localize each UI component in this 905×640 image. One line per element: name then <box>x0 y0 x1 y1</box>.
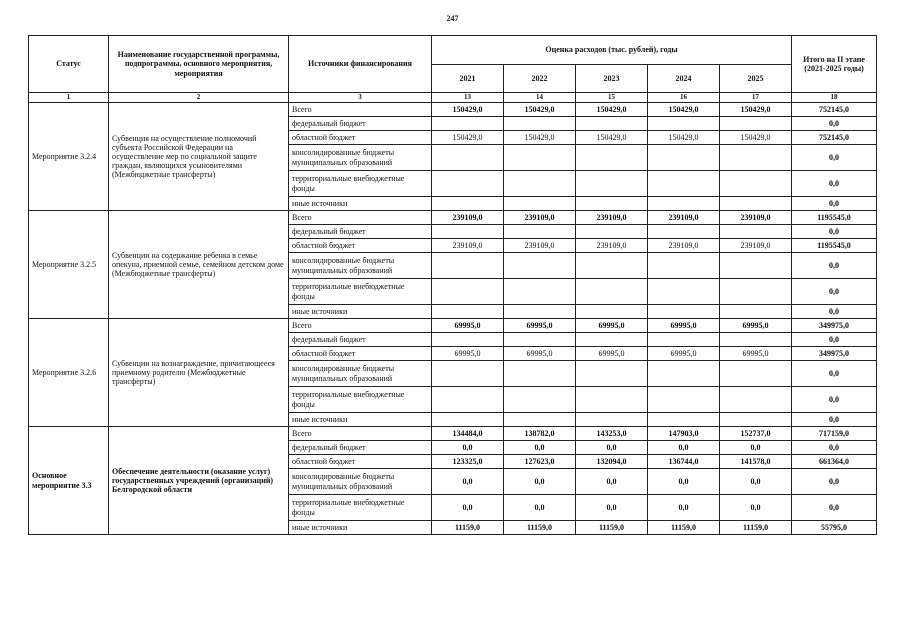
total-value-cell: 0,0 <box>792 413 877 427</box>
year-value-cell: 150429,0 <box>648 103 720 117</box>
year-value-cell <box>720 145 792 171</box>
column-index: 16 <box>648 93 720 103</box>
budget-table <box>28 35 877 535</box>
year-value-cell: 11159,0 <box>720 521 792 535</box>
year-value-cell <box>576 117 648 131</box>
status-cell: Мероприятие 3.2.4 <box>29 103 109 211</box>
year-value-cell <box>720 387 792 413</box>
column-index: 15 <box>576 93 648 103</box>
funding-source-cell: областной бюджет <box>289 239 432 253</box>
year-value-cell: 0,0 <box>648 441 720 455</box>
year-value-cell <box>648 333 720 347</box>
column-index: 3 <box>289 93 432 103</box>
total-value-cell: 717159,0 <box>792 427 877 441</box>
header-year: 2025 <box>720 65 792 93</box>
year-value-cell: 138782,0 <box>504 427 576 441</box>
funding-source-cell: Всего <box>289 427 432 441</box>
year-value-cell: 0,0 <box>504 469 576 495</box>
year-value-cell: 150429,0 <box>432 131 504 145</box>
year-value-cell: 11159,0 <box>648 521 720 535</box>
year-value-cell: 239109,0 <box>648 211 720 225</box>
funding-source-cell: областной бюджет <box>289 131 432 145</box>
year-value-cell <box>504 333 576 347</box>
funding-source-cell: федеральный бюджет <box>289 441 432 455</box>
year-value-cell: 239109,0 <box>504 211 576 225</box>
year-value-cell: 132094,0 <box>576 455 648 469</box>
header-status: Статус <box>29 36 109 93</box>
year-value-cell: 11159,0 <box>504 521 576 535</box>
year-value-cell: 69995,0 <box>720 347 792 361</box>
table-row <box>29 427 877 441</box>
table-row <box>29 319 877 333</box>
year-value-cell <box>432 197 504 211</box>
year-value-cell <box>504 225 576 239</box>
year-value-cell: 152737,0 <box>720 427 792 441</box>
year-value-cell: 0,0 <box>648 469 720 495</box>
funding-source-cell: иные источники <box>289 197 432 211</box>
total-value-cell: 0,0 <box>792 333 877 347</box>
header-sources: Источники финансирования <box>289 36 432 93</box>
header-year: 2024 <box>648 65 720 93</box>
table-row <box>29 211 877 225</box>
funding-source-cell: федеральный бюджет <box>289 117 432 131</box>
year-value-cell <box>576 145 648 171</box>
total-value-cell: 752145,0 <box>792 103 877 117</box>
year-value-cell: 0,0 <box>432 495 504 521</box>
year-value-cell <box>648 387 720 413</box>
year-value-cell <box>648 279 720 305</box>
year-value-cell: 69995,0 <box>648 319 720 333</box>
year-value-cell: 143253,0 <box>576 427 648 441</box>
total-value-cell: 0,0 <box>792 305 877 319</box>
year-value-cell <box>648 117 720 131</box>
year-value-cell: 239109,0 <box>576 211 648 225</box>
year-value-cell: 150429,0 <box>720 131 792 145</box>
year-value-cell: 0,0 <box>720 495 792 521</box>
funding-source-cell: территориальные внебюджетные фонды <box>289 171 432 197</box>
year-value-cell: 0,0 <box>648 495 720 521</box>
year-value-cell <box>648 305 720 319</box>
year-value-cell: 69995,0 <box>648 347 720 361</box>
year-value-cell: 147903,0 <box>648 427 720 441</box>
year-value-cell: 69995,0 <box>504 347 576 361</box>
funding-source-cell: консолидированные бюджеты муниципальных образований <box>289 253 432 279</box>
year-value-cell: 0,0 <box>432 441 504 455</box>
year-value-cell: 150429,0 <box>432 103 504 117</box>
funding-source-cell: федеральный бюджет <box>289 333 432 347</box>
year-value-cell: 239109,0 <box>720 239 792 253</box>
header-year: 2023 <box>576 65 648 93</box>
year-value-cell: 150429,0 <box>504 131 576 145</box>
year-value-cell <box>432 145 504 171</box>
year-value-cell <box>504 279 576 305</box>
funding-source-cell: территориальные внебюджетные фонды <box>289 387 432 413</box>
year-value-cell: 69995,0 <box>432 319 504 333</box>
total-value-cell: 349975,0 <box>792 347 877 361</box>
year-value-cell: 123325,0 <box>432 455 504 469</box>
header-year: 2021 <box>432 65 504 93</box>
header-total: Итого на II этапе (2021-2025 годы) <box>792 36 877 93</box>
year-value-cell <box>720 333 792 347</box>
year-value-cell: 11159,0 <box>432 521 504 535</box>
year-value-cell: 0,0 <box>720 469 792 495</box>
year-value-cell <box>504 145 576 171</box>
funding-source-cell: территориальные внебюджетные фонды <box>289 495 432 521</box>
total-value-cell: 0,0 <box>792 495 877 521</box>
year-value-cell <box>576 387 648 413</box>
year-value-cell <box>432 253 504 279</box>
year-value-cell <box>576 253 648 279</box>
funding-source-cell: иные источники <box>289 413 432 427</box>
year-value-cell <box>648 413 720 427</box>
year-value-cell <box>576 279 648 305</box>
year-value-cell <box>504 197 576 211</box>
total-value-cell: 0,0 <box>792 197 877 211</box>
year-value-cell: 239109,0 <box>648 239 720 253</box>
year-value-cell: 141578,0 <box>720 455 792 469</box>
table-row <box>29 103 877 117</box>
year-value-cell <box>576 171 648 197</box>
year-value-cell <box>648 171 720 197</box>
status-cell: Мероприятие 3.2.6 <box>29 319 109 427</box>
total-value-cell: 1195545,0 <box>792 239 877 253</box>
total-value-cell: 661364,0 <box>792 455 877 469</box>
year-value-cell: 0,0 <box>576 441 648 455</box>
year-value-cell <box>576 305 648 319</box>
header-name: Наименование государственной программы, подпрограммы, основного мероприятия, мероприятия <box>109 36 289 93</box>
column-index: 14 <box>504 93 576 103</box>
total-value-cell: 0,0 <box>792 469 877 495</box>
year-value-cell: 150429,0 <box>576 103 648 117</box>
column-index: 1 <box>29 93 109 103</box>
year-value-cell: 69995,0 <box>720 319 792 333</box>
total-value-cell: 1195545,0 <box>792 211 877 225</box>
year-value-cell: 0,0 <box>504 441 576 455</box>
total-value-cell: 55795,0 <box>792 521 877 535</box>
year-value-cell <box>576 197 648 211</box>
total-value-cell: 752145,0 <box>792 131 877 145</box>
year-value-cell: 150429,0 <box>504 103 576 117</box>
year-value-cell <box>720 279 792 305</box>
total-value-cell: 0,0 <box>792 279 877 305</box>
year-value-cell <box>720 413 792 427</box>
year-value-cell: 239109,0 <box>432 211 504 225</box>
status-cell: Мероприятие 3.2.5 <box>29 211 109 319</box>
year-value-cell <box>720 197 792 211</box>
funding-source-cell: иные источники <box>289 521 432 535</box>
funding-source-cell: Всего <box>289 319 432 333</box>
header-estimate: Оценка расходов (тыс. рублей), годы <box>432 36 792 65</box>
total-value-cell: 0,0 <box>792 387 877 413</box>
measure-name-cell: Субвенции на содержание ребенка в семье опекуна, приемной семье, семейном детском доме (Межбюджетные трансферты) <box>109 211 289 319</box>
year-value-cell <box>720 225 792 239</box>
year-value-cell <box>648 197 720 211</box>
year-value-cell <box>648 145 720 171</box>
year-value-cell <box>504 253 576 279</box>
page-number: 247 <box>446 14 459 23</box>
year-value-cell: 150429,0 <box>648 131 720 145</box>
funding-source-cell: консолидированные бюджеты муниципальных образований <box>289 469 432 495</box>
year-value-cell <box>504 117 576 131</box>
year-value-cell <box>504 361 576 387</box>
year-value-cell: 69995,0 <box>432 347 504 361</box>
year-value-cell: 0,0 <box>720 441 792 455</box>
year-value-cell: 69995,0 <box>504 319 576 333</box>
year-value-cell <box>576 413 648 427</box>
total-value-cell: 0,0 <box>792 117 877 131</box>
column-index: 17 <box>720 93 792 103</box>
year-value-cell: 136744,0 <box>648 455 720 469</box>
year-value-cell <box>504 387 576 413</box>
year-value-cell: 239109,0 <box>432 239 504 253</box>
header-year: 2022 <box>504 65 576 93</box>
funding-source-cell: консолидированные бюджеты муниципальных образований <box>289 361 432 387</box>
year-value-cell <box>504 171 576 197</box>
year-value-cell: 150429,0 <box>720 103 792 117</box>
total-value-cell: 0,0 <box>792 441 877 455</box>
year-value-cell: 0,0 <box>432 469 504 495</box>
year-value-cell <box>648 361 720 387</box>
measure-name-cell: Обеспечение деятельности (оказание услуг) государственных учреждений (организаций) Белгородской области <box>109 427 289 535</box>
year-value-cell <box>432 361 504 387</box>
year-value-cell: 239109,0 <box>504 239 576 253</box>
funding-source-cell: федеральный бюджет <box>289 225 432 239</box>
funding-source-cell: Всего <box>289 211 432 225</box>
year-value-cell <box>648 225 720 239</box>
year-value-cell <box>432 333 504 347</box>
year-value-cell: 134484,0 <box>432 427 504 441</box>
year-value-cell <box>432 171 504 197</box>
column-index: 2 <box>109 93 289 103</box>
measure-name-cell: Субвенции на вознаграждение, причитающееся приемному родителю (Межбюджетные трансферты) <box>109 319 289 427</box>
year-value-cell <box>576 225 648 239</box>
year-value-cell: 0,0 <box>576 495 648 521</box>
year-value-cell: 0,0 <box>504 495 576 521</box>
funding-source-cell: территориальные внебюджетные фонды <box>289 279 432 305</box>
measure-name-cell: Субвенция на осуществление полномочий субъекта Российской Федерации на осуществление мер по социальной защите граждан, являющихся усыновителями (Межбюджетные трансферты) <box>109 103 289 211</box>
total-value-cell: 0,0 <box>792 225 877 239</box>
funding-source-cell: областной бюджет <box>289 347 432 361</box>
year-value-cell <box>648 253 720 279</box>
year-value-cell <box>432 225 504 239</box>
year-value-cell <box>720 171 792 197</box>
column-index: 18 <box>792 93 877 103</box>
status-cell: Основное мероприятие 3.3 <box>29 427 109 535</box>
year-value-cell: 69995,0 <box>576 319 648 333</box>
year-value-cell <box>720 117 792 131</box>
year-value-cell <box>432 305 504 319</box>
year-value-cell: 150429,0 <box>576 131 648 145</box>
funding-source-cell: иные источники <box>289 305 432 319</box>
year-value-cell <box>432 279 504 305</box>
year-value-cell: 69995,0 <box>576 347 648 361</box>
year-value-cell <box>504 413 576 427</box>
year-value-cell: 239109,0 <box>576 239 648 253</box>
year-value-cell <box>720 253 792 279</box>
total-value-cell: 0,0 <box>792 253 877 279</box>
funding-source-cell: консолидированные бюджеты муниципальных образований <box>289 145 432 171</box>
column-index: 13 <box>432 93 504 103</box>
year-value-cell: 127623,0 <box>504 455 576 469</box>
total-value-cell: 349975,0 <box>792 319 877 333</box>
year-value-cell: 0,0 <box>576 469 648 495</box>
year-value-cell <box>576 361 648 387</box>
year-value-cell <box>576 333 648 347</box>
year-value-cell <box>504 305 576 319</box>
total-value-cell: 0,0 <box>792 145 877 171</box>
year-value-cell <box>432 413 504 427</box>
year-value-cell: 11159,0 <box>576 521 648 535</box>
funding-source-cell: Всего <box>289 103 432 117</box>
total-value-cell: 0,0 <box>792 171 877 197</box>
year-value-cell: 239109,0 <box>720 211 792 225</box>
year-value-cell <box>432 117 504 131</box>
year-value-cell <box>720 361 792 387</box>
year-value-cell <box>720 305 792 319</box>
total-value-cell: 0,0 <box>792 361 877 387</box>
funding-source-cell: областной бюджет <box>289 455 432 469</box>
year-value-cell <box>432 387 504 413</box>
